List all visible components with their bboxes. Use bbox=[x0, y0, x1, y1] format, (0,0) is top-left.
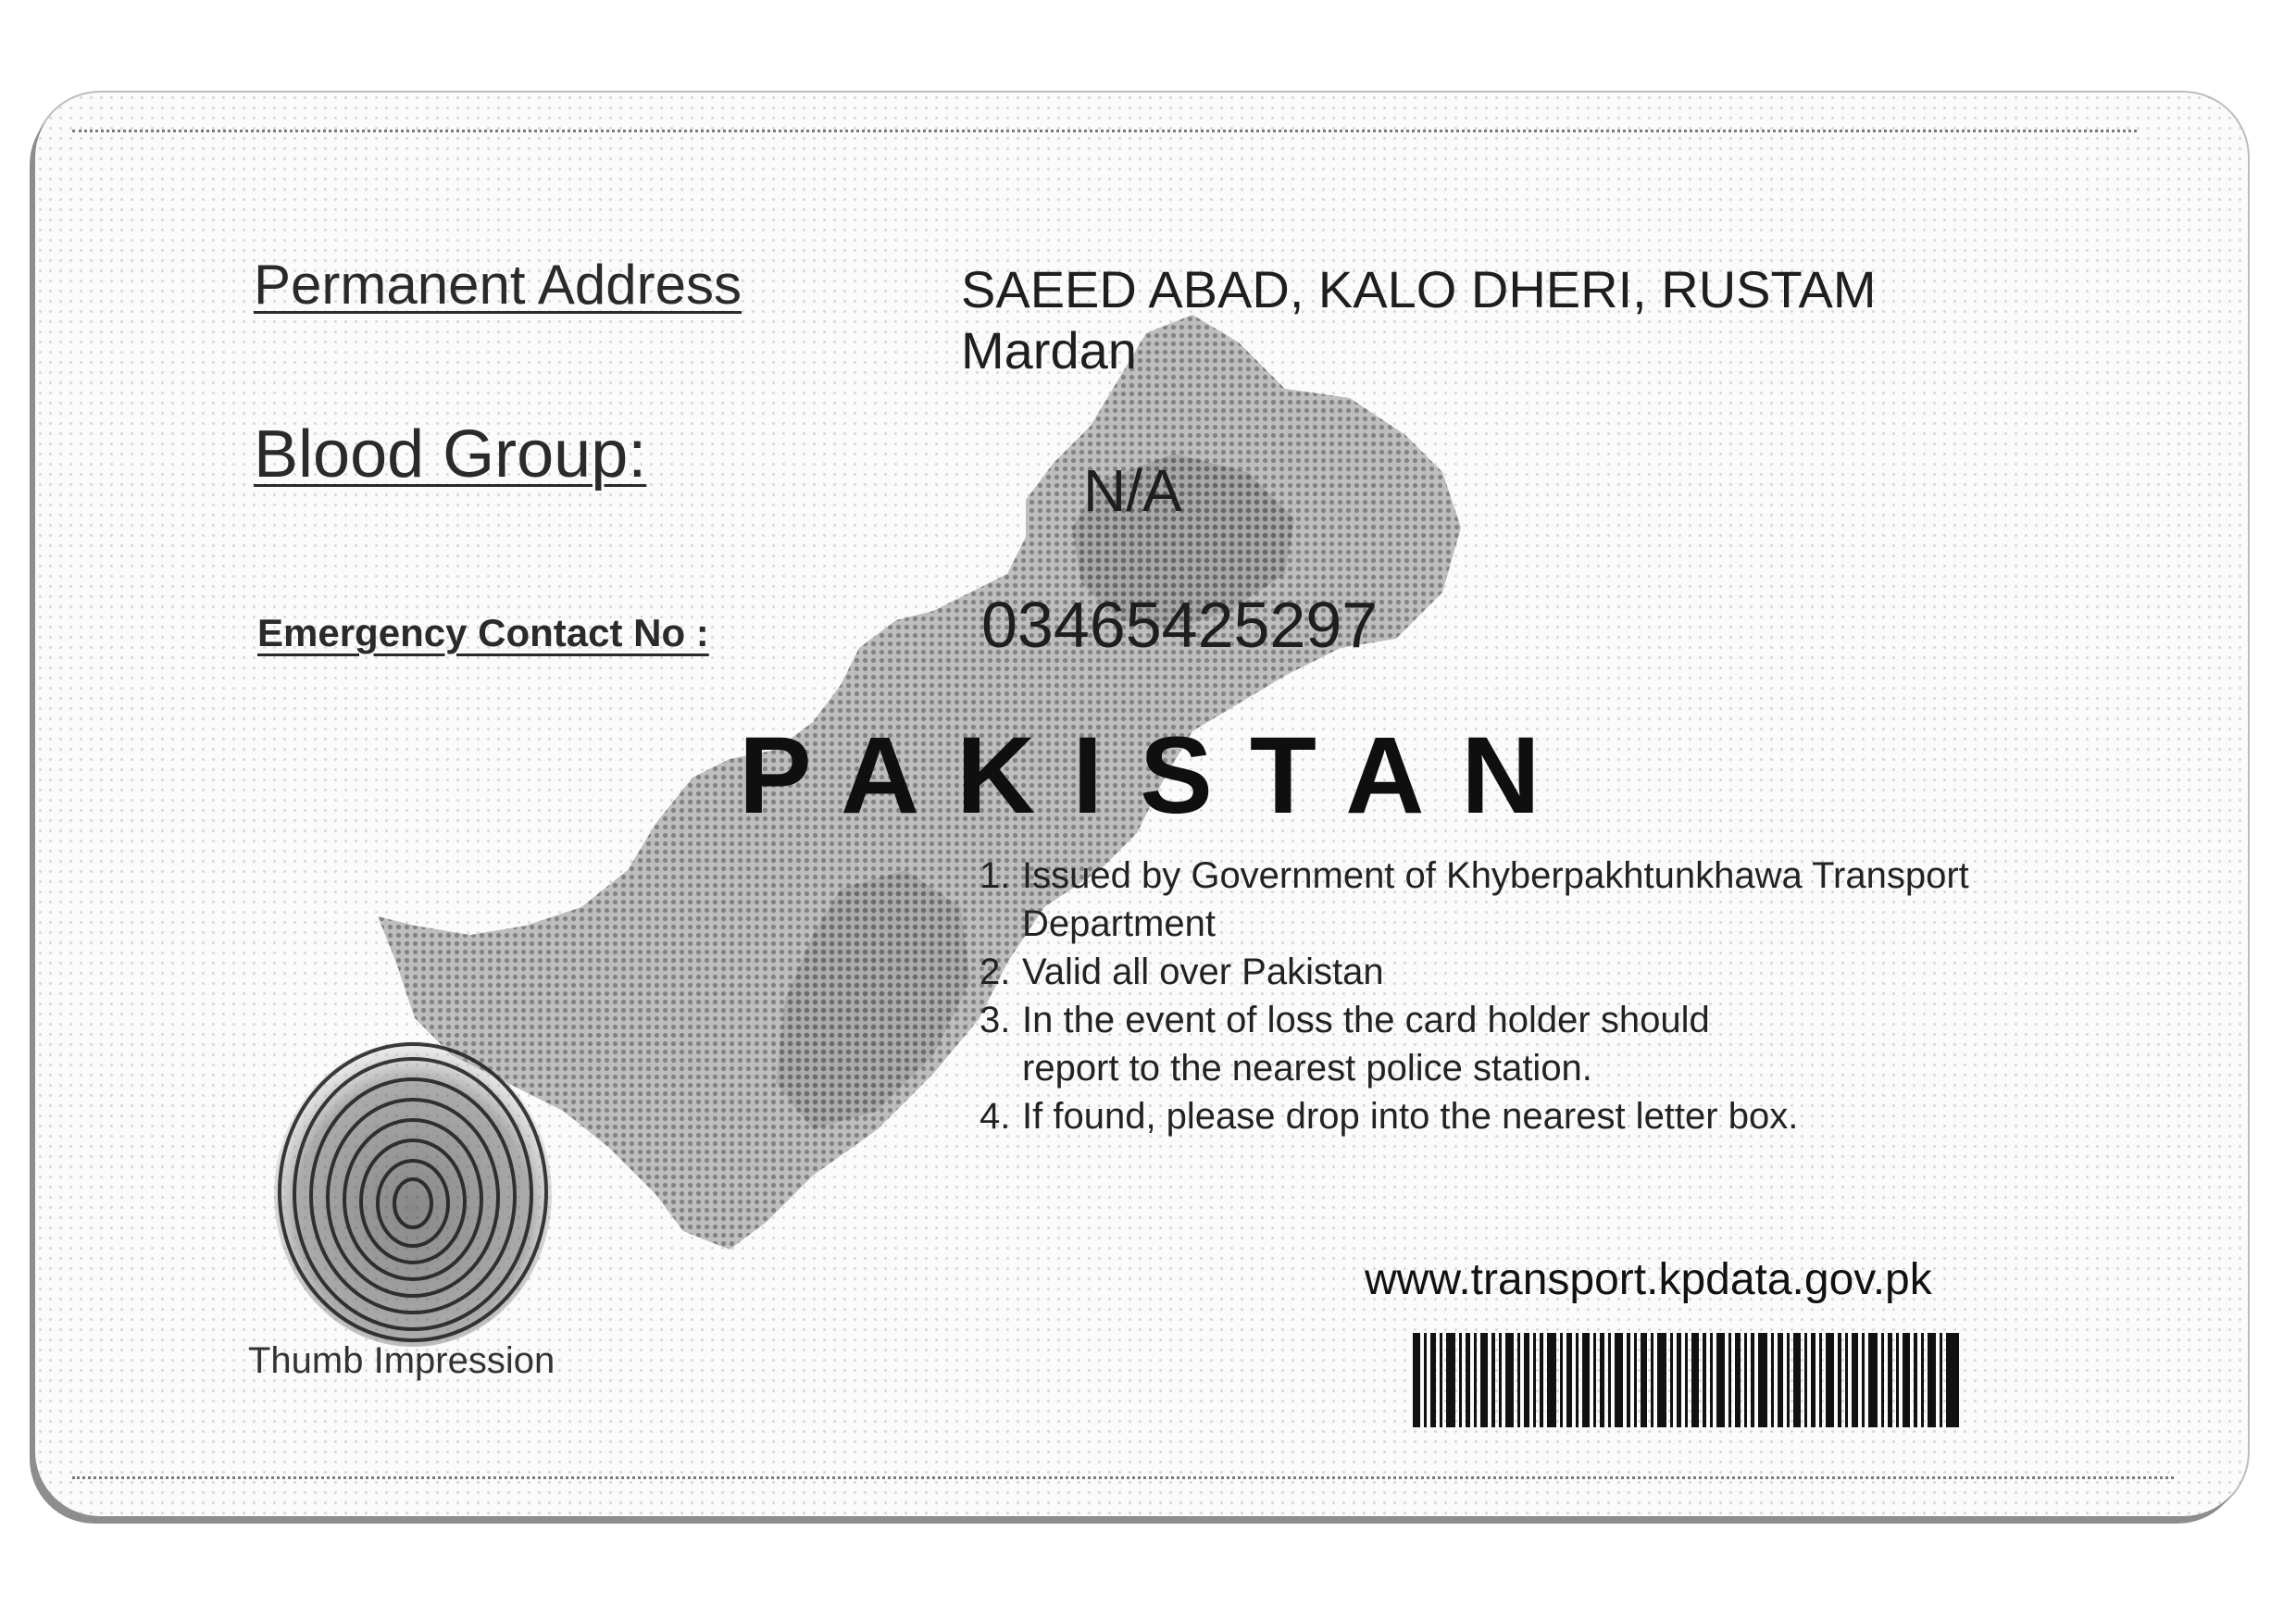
note-number: 4. bbox=[980, 1096, 1011, 1137]
address-line-2: Mardan bbox=[961, 321, 1137, 380]
note-item bbox=[980, 852, 2146, 948]
note-number: 1. bbox=[980, 855, 1011, 896]
address-line-1: SAEED ABAD, KALO DHERI, RUSTAM bbox=[961, 260, 1877, 318]
note-item bbox=[980, 996, 1813, 1092]
note-item bbox=[980, 1092, 1813, 1140]
country-title: PAKISTAN bbox=[739, 715, 1578, 837]
thumb-impression-label: Thumb Impression bbox=[248, 1340, 555, 1381]
note-number: 3. bbox=[980, 1000, 1011, 1040]
card-notes bbox=[980, 852, 2146, 1140]
blood-group-value: N/A bbox=[1083, 457, 1182, 524]
note-text: If found, please drop into the nearest letter box. bbox=[1022, 1096, 1799, 1137]
note-number: 2. bbox=[980, 952, 1011, 992]
note-text: In the event of loss the card holder should report to the nearest police station. bbox=[1022, 1000, 1710, 1089]
emergency-contact-value: 03465425297 bbox=[981, 589, 1379, 661]
address-label: Permanent Address bbox=[254, 254, 742, 316]
license-card-back bbox=[35, 93, 2248, 1516]
address-value bbox=[961, 259, 1877, 381]
website-url: www.transport.kpdata.gov.pk bbox=[1365, 1255, 1932, 1304]
note-text: Valid all over Pakistan bbox=[1022, 952, 1384, 992]
note-text: Issued by Government of Khyberpakhtunkhawa Transport Department bbox=[1022, 855, 1969, 944]
blood-group-label: Blood Group: bbox=[254, 417, 647, 492]
bottom-dotted-border bbox=[72, 1476, 2174, 1479]
emergency-contact-label: Emergency Contact No : bbox=[257, 611, 709, 654]
note-item bbox=[980, 948, 2146, 996]
fingerprint-icon bbox=[265, 1027, 561, 1347]
barcode-icon bbox=[1413, 1333, 1959, 1427]
top-dotted-border bbox=[72, 130, 2137, 132]
